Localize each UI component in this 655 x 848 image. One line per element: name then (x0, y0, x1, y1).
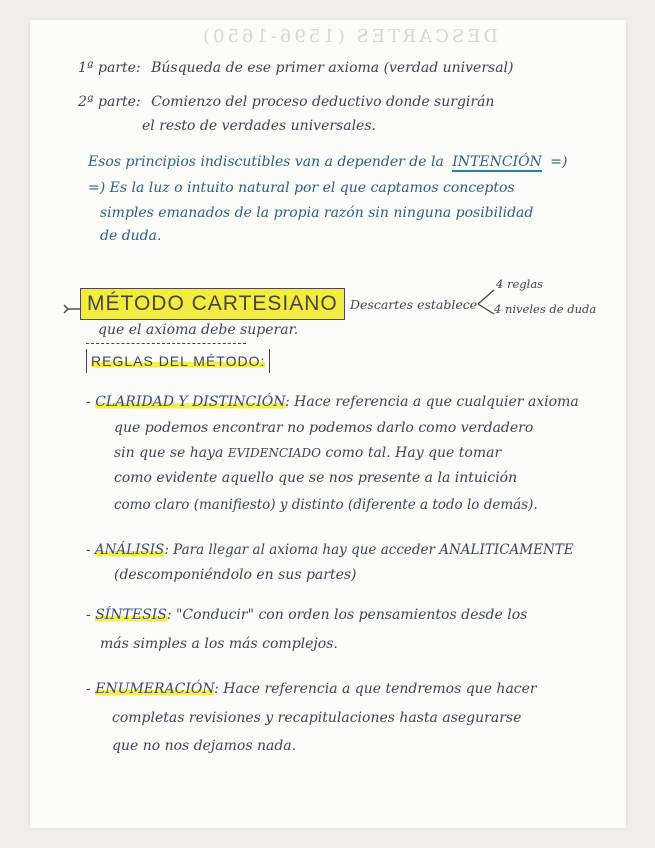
sintesis-line-1 (86, 607, 527, 624)
metodo-cartesiano-title: MÉTODO CARTESIANO (80, 288, 345, 320)
sintesis-text-1: : "Conducir" con orden los pensamientos desde los (166, 607, 528, 623)
claridad-text-1: : Hace referencia a que cualquier axioma (285, 394, 579, 410)
analisis-line-1 (86, 542, 574, 558)
claridad-title: CLARIDAD Y DISTINCIÓN (95, 394, 286, 410)
analisis-line-2: (descomponiéndolo en sus partes) (114, 567, 357, 583)
analisis-title: ANÁLISIS (94, 542, 165, 558)
part2-text-2: el resto de verdades universales. (142, 118, 376, 134)
principios-line-3: simples emanados de la propia razón sin ninguna posibilidad (100, 205, 534, 221)
principios-line-2: =) Es la luz o intuito natural por el que captamos conceptos (88, 180, 515, 196)
metodo-line-2: que el axioma debe superar. (98, 322, 299, 338)
claridad-3-post: como tal. Hay que tomar (325, 445, 502, 461)
analisis-text-1: : Para llegar al axioma hay que acceder ANALITICAMENTE (164, 542, 574, 558)
evidenciado-word: EVIDENCIADO (227, 446, 321, 460)
dashed-divider (86, 343, 246, 344)
claridad-line-4: como evidente aquello que se nos presente a la intuición (114, 470, 518, 486)
metodo-side-text: Descartes establece (350, 297, 478, 312)
part1-label: 1ª parte: (78, 60, 141, 76)
part2-text-1: Comienzo del proceso deductivo donde surgirán (151, 94, 495, 110)
enumeracion-text-1: : Hace referencia a que tendremos que hacer (214, 681, 537, 697)
claridad-bullet: - (86, 394, 96, 410)
branch-reglas: 4 reglas (496, 277, 544, 291)
sintesis-line-2: más simples a los más complejos. (100, 636, 338, 652)
reglas-heading-text: REGLAS DEL MÉTODO: (91, 353, 266, 369)
claridad-line-1 (86, 394, 579, 411)
enumeracion-line-3: que no nos dejamos nada. (112, 738, 297, 754)
claridad-line-5: como claro (manifiesto) y distinto (diferente a todo lo demás). (114, 497, 538, 513)
intencion-word: INTENCIÓN (452, 154, 542, 170)
principios-line-4: de duda. (100, 228, 162, 244)
enumeracion-title: ENUMERACIÓN (95, 681, 215, 697)
claridad-3-pre: sin que se haya (114, 445, 224, 461)
enumeracion-bullet: - (86, 681, 96, 697)
arrow-symbol: =) (550, 154, 568, 170)
claridad-line-2: que podemos encontrar no podemos darlo como verdadero (114, 420, 534, 436)
analisis-bullet: - (86, 542, 95, 558)
principios-text: Esos principios indiscutibles van a depender de la (88, 154, 444, 170)
reglas-heading (86, 349, 270, 373)
claridad-line-3 (114, 445, 501, 462)
sintesis-bullet: - (86, 607, 96, 623)
enumeracion-line-1 (86, 681, 537, 698)
branch-niveles-duda: 4 niveles de duda (494, 302, 597, 316)
part2-label: 2ª parte: (78, 94, 141, 110)
part1-text: Búsqueda de ese primer axioma (verdad universal) (151, 60, 514, 76)
enumeracion-line-2: completas revisiones y recapitulaciones hasta asegurarse (112, 710, 522, 726)
sintesis-title: SÍNTESIS (95, 607, 167, 623)
bleed-through-header: DESCARTES (1596-1650) (200, 26, 498, 47)
